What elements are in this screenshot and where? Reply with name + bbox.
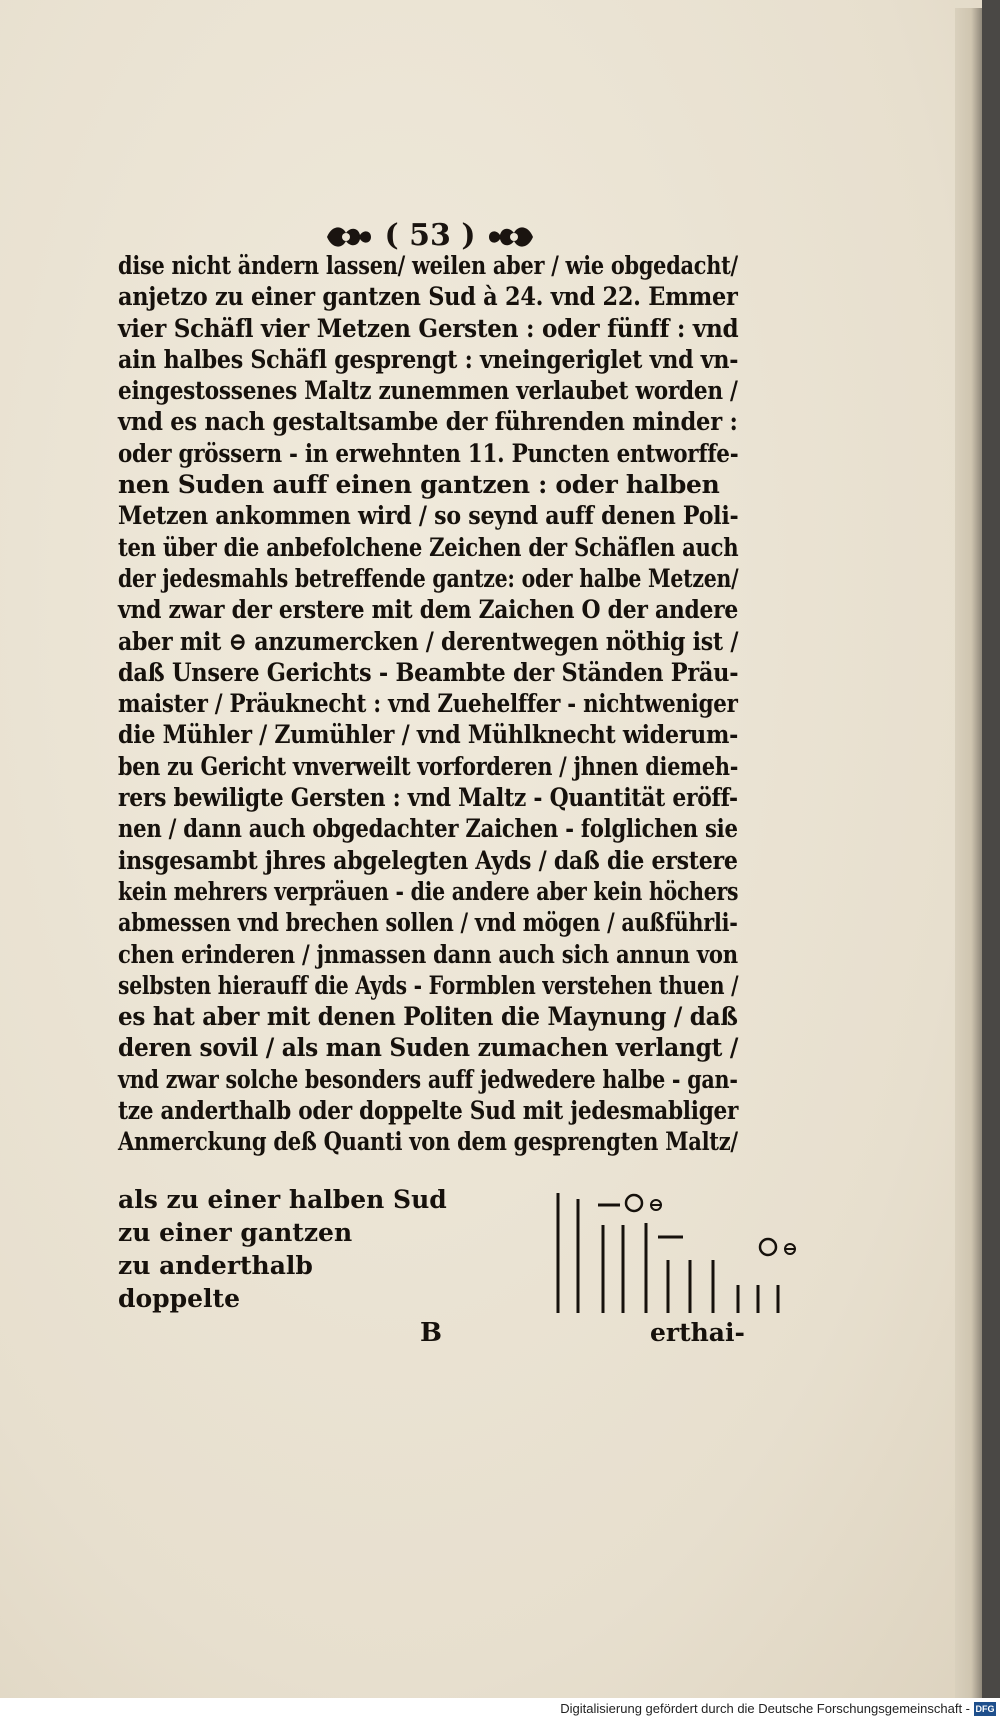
dfg-logo-icon: DFG — [975, 1704, 995, 1714]
text-line: deren sovil / als man Suden zumachen verlangt / — [118, 1033, 739, 1063]
text-line: Metzen ankommen wird / so seynd auff denen Poli- — [118, 501, 739, 531]
page-edge — [955, 8, 982, 1698]
text-line: oder grössern - in erwehnten 11. Puncten entworffe- — [118, 438, 739, 468]
table-row-label: zu einer gantzen — [118, 1218, 353, 1247]
text-line: aber mit ⊖ anzumercken / derentwegen nöthig ist / — [118, 626, 739, 656]
text-line: ben zu Gericht vnverweilt vorforderen / jhnen diemeh- — [118, 751, 739, 781]
text-line: abmessen vnd brechen sollen / vnd mögen / außführli- — [118, 908, 738, 938]
footer-bar — [0, 1698, 1000, 1721]
catchword: erthai- — [650, 1318, 745, 1347]
text-line: maister / Präuknecht : vnd Zuehelffer - nichtweniger — [118, 689, 738, 719]
text-line: die Mühler / Zumühler / vnd Mühlknecht widerum- — [118, 720, 739, 750]
footer-credit: Digitalisierung gefördert durch die Deutsche Forschungsgemeinschaft - — [560, 1701, 970, 1716]
table-row-label: zu anderthalb — [118, 1251, 313, 1280]
text-line: ten über die anbefolchene Zeichen der Schäflen auch — [118, 532, 739, 562]
signature-mark: B — [420, 1318, 442, 1348]
page-number: ( 53 ) — [384, 218, 476, 253]
text-line: dise nicht ändern lassen/ weilen aber / wie obgedacht/ — [118, 251, 738, 280]
text-line: tze anderthalb oder doppelte Sud mit jedesmabliger — [118, 1096, 739, 1126]
text-line: der jedesmahls betreffende gantze: oder halbe Metzen/ — [118, 563, 739, 593]
table-row-label: als zu einer halben Sud — [118, 1185, 447, 1214]
text-line: insgesambt jhres abgelegten Ayds / daß die erstere — [118, 845, 738, 875]
text-line: kein mehrers verpräuen - die andere aber kein höchers — [118, 876, 739, 906]
tally-marks — [548, 1185, 848, 1325]
text-line: daß Unsere Gerichts - Beambte der Ständen Präu- — [118, 657, 739, 687]
text-line: ain halbes Schäfl gesprengt : vneingeriglet vnd vn- — [118, 344, 739, 374]
text-line: chen erinderen / jnmassen dann auch sich annun von — [118, 939, 738, 969]
text-line: vier Schäfl vier Metzen Gersten : oder fünff : vnd — [118, 313, 739, 343]
text-line: rers bewiligte Gersten : vnd Maltz - Quantität eröff- — [118, 783, 738, 813]
scan-background — [982, 0, 1000, 1698]
text-line: vnd zwar der erstere mit dem Zaichen O der andere — [118, 595, 739, 625]
text-line: selbsten hierauff die Ayds - Formblen verstehen thuen / — [118, 970, 739, 1000]
table-row-label: doppelte — [118, 1284, 240, 1313]
text-line: anjetzo zu einer gantzen Sud à 24. vnd 22. Emmer — [118, 282, 738, 312]
text-line: es hat aber mit denen Politen die Maynung / daß — [118, 1002, 738, 1032]
text-line: Anmerckung deß Quanti von dem gesprengten Maltz/ — [118, 1127, 738, 1157]
ornament-right-icon — [486, 223, 536, 251]
ornament-left-icon — [324, 223, 374, 251]
text-line: nen / dann auch obgedachter Zaichen - folglichen sie — [118, 814, 738, 844]
quantity-table — [118, 1185, 738, 1325]
text-line: eingestossenes Maltz zunemmen verlaubet worden / — [118, 376, 738, 406]
text-line: nen Suden auff einen gantzen : oder halben — [118, 470, 720, 500]
text-line: vnd es nach gestaltsambe der führenden minder : — [118, 407, 738, 437]
text-line: vnd zwar solche besonders auff jedwedere halbe - gan- — [118, 1064, 738, 1094]
body-text — [118, 250, 738, 1158]
